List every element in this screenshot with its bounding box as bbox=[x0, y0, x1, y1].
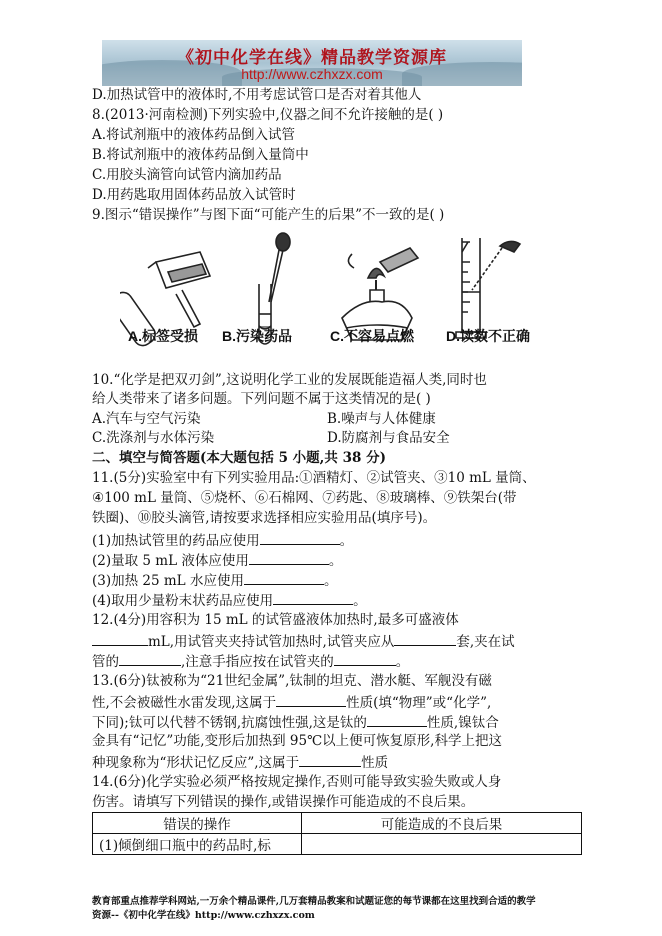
q12-stem-line2: mL,用试管夹夹持试管加热时,试管夹应从 套,夹在试 bbox=[92, 632, 515, 651]
table-header-cell: 可能造成的不良后果 bbox=[302, 813, 582, 834]
q10-stem-line1: 10.“化学是把双刃剑”,这说明化学工业的发展既能造福人类,同时也 bbox=[92, 372, 487, 388]
q8-option-b: B.将试剂瓶中的液体药品倒入量筒中 bbox=[92, 147, 309, 163]
q10-option-b: B.噪声与人体健康 bbox=[327, 411, 436, 427]
answer-blank[interactable] bbox=[299, 753, 361, 767]
answer-blank[interactable] bbox=[334, 652, 396, 666]
q13-stem-line3: 下同);钛可以代替不锈钢,抗腐蚀性强,这是钛的 性质,镍钛合 bbox=[92, 715, 499, 731]
answer-blank[interactable] bbox=[367, 713, 427, 727]
answer-blank[interactable] bbox=[260, 531, 340, 545]
q8-stem: 8.(2013·河南检测)下列实验中,仪器之间不允许接触的是( ) bbox=[92, 107, 444, 123]
section-heading: 二、填空与简答题(本大题包括 5 小题,共 38 分) bbox=[92, 450, 386, 466]
site-url[interactable]: http://www.czhxzx.com bbox=[241, 66, 383, 82]
q12-stem-line1: 12.(4分)用容积为 15 mL 的试管盛液体加热时,最多可盛液体 bbox=[92, 612, 459, 628]
q13-stem-line5: 种现象称为“形状记忆反应”,这属于 性质 bbox=[92, 755, 389, 771]
answer-blank[interactable] bbox=[273, 591, 353, 605]
q14-stem-line2: 伤害。请填写下列错误的操作,或错误操作可能造成的不良后果。 bbox=[92, 794, 475, 810]
q8-option-a: A.将试剂瓶中的液体药品倒入试管 bbox=[92, 127, 296, 143]
footer-line2: 资源--《初中化学在线》http://www.czhxzx.com bbox=[92, 910, 315, 921]
q8-option-c: C.用胶头滴管向试管内滴加药品 bbox=[92, 167, 282, 183]
q7-option-d: D.加热试管中的液体时,不用考虑试管口是否对着其他人 bbox=[92, 87, 422, 103]
figure-caption-d: D.读数不正确 bbox=[446, 328, 530, 344]
q10-option-a: A.汽车与空气污染 bbox=[92, 411, 201, 427]
q11-stem-line3: 铁圈)、⑩胶头滴管,请按要求选择相应实验用品(填序号)。 bbox=[92, 510, 437, 526]
figure-caption-b: B.污染药品 bbox=[222, 328, 292, 344]
q13-stem-line2: 性,不会被磁性水雷发现,这属于 性质(填“物理”或“化学”, bbox=[92, 695, 492, 711]
q11-sub4: (4)取用少量粉末状药品应使用 。 bbox=[92, 593, 367, 609]
answer-blank[interactable] bbox=[249, 551, 329, 565]
q14-stem-line1: 14.(6分)化学实验必须严格按规定操作,否则可能导致实验失败或人身 bbox=[92, 774, 502, 790]
q13-stem-line4: 金具有“记忆”功能,变形后加热到 95℃以上便可恢复原形,科学上把这 bbox=[92, 733, 502, 749]
table-cell-answer[interactable] bbox=[302, 834, 582, 855]
figure-caption-c: C.不容易点燃 bbox=[330, 328, 414, 344]
q11-stem-line2: ④100 mL 量筒、⑤烧杯、⑥石棉网、⑦药匙、⑧玻璃棒、⑨铁架台(带 bbox=[92, 490, 517, 506]
q10-option-c: C.洗涤剂与水体污染 bbox=[92, 430, 215, 446]
answer-blank[interactable] bbox=[92, 632, 148, 646]
q9-stem: 9.图示“错误操作”与图下面“可能产生的后果”不一致的是( ) bbox=[92, 207, 445, 223]
figure-caption-a: A.标签受损 bbox=[128, 328, 198, 344]
q12-stem-line3: 管的 ,注意手指应按在试管夹的 。 bbox=[92, 654, 410, 670]
answer-blank[interactable] bbox=[119, 652, 181, 666]
q8-option-d: D.用药匙取用固体药品放入试管时 bbox=[92, 187, 296, 203]
q11-stem-line1: 11.(5分)实验室中有下列实验用品:①酒精灯、②试管夹、③10 mL 量筒、 bbox=[92, 470, 536, 486]
page-footer bbox=[92, 895, 536, 923]
answer-blank[interactable] bbox=[394, 632, 456, 646]
q13-stem-line1: 13.(6分)钛被称为“21世纪金属”,钛制的坦克、潜水艇、军舰没有磁 bbox=[92, 673, 492, 689]
site-title: 《初中化学在线》精品教学资源库 bbox=[177, 48, 447, 68]
answer-blank[interactable] bbox=[244, 571, 324, 585]
table-header-row bbox=[93, 813, 582, 834]
q10-option-d: D.防腐剂与食品安全 bbox=[327, 430, 450, 446]
answer-blank[interactable] bbox=[276, 693, 346, 707]
q10-stem-line2: 给人类带来了诸多问题。下列问题不属于这类情况的是( ) bbox=[92, 391, 431, 407]
header-banner bbox=[102, 40, 522, 86]
answer-table bbox=[92, 812, 582, 855]
q11-sub3: (3)加热 25 mL 水应使用 。 bbox=[92, 573, 338, 589]
q11-sub2: (2)量取 5 mL 液体应使用 。 bbox=[92, 553, 343, 569]
q11-sub1: (1)加热试管里的药品应使用 。 bbox=[92, 533, 354, 549]
footer-line1: 教育部重点推荐学科网站,一万余个精品课件,几万套精品教案和试题证您的每节课都在这里找到合适的教学 bbox=[92, 896, 536, 907]
table-row bbox=[93, 834, 582, 855]
table-cell: (1)倾倒细口瓶中的药品时,标 bbox=[93, 834, 302, 855]
table-header-cell: 错误的操作 bbox=[93, 813, 302, 834]
